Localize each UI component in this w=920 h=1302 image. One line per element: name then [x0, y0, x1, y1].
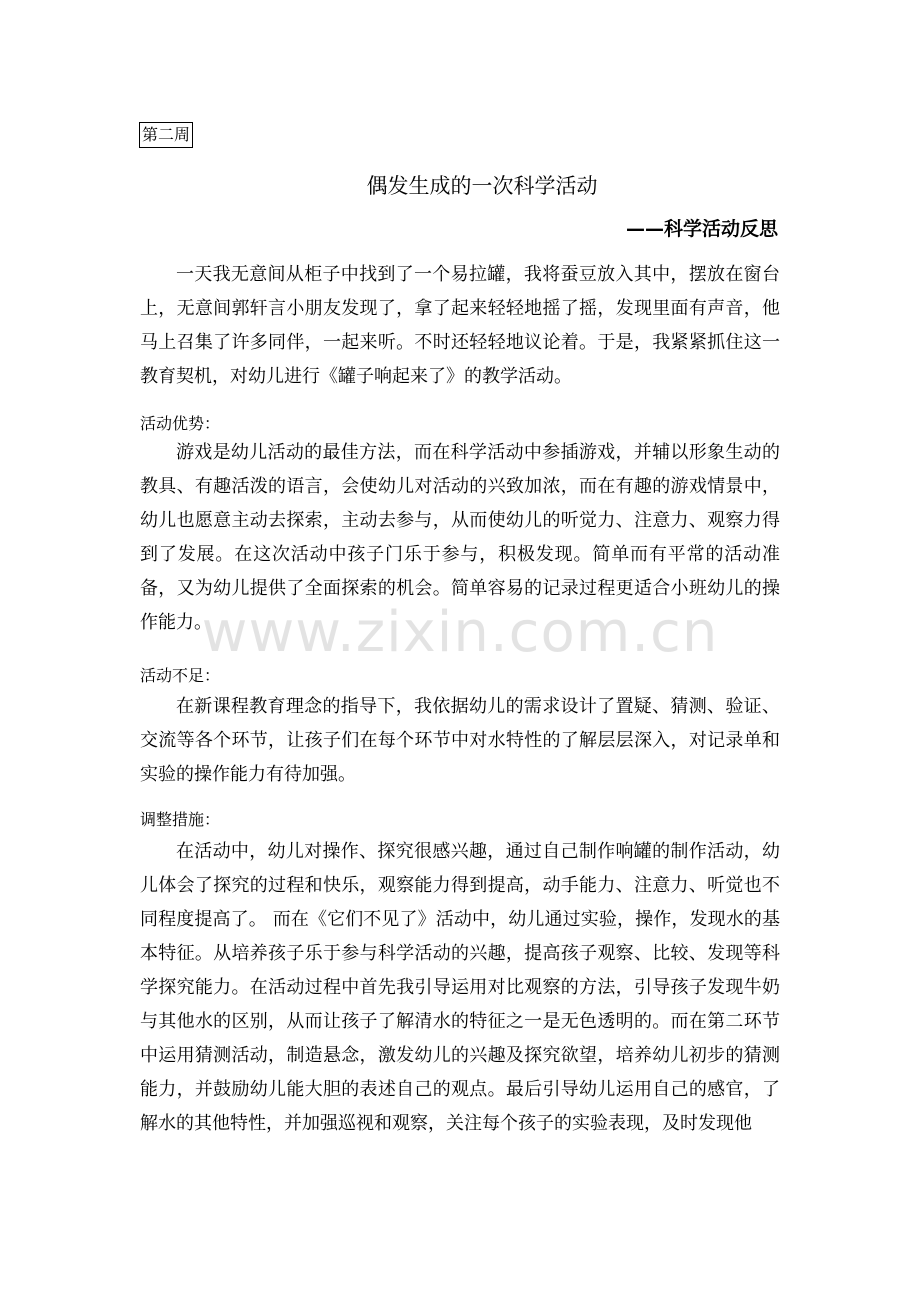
section-body-shortcomings: 在新课程教育理念的指导下，我依据幼儿的需求设计了置疑、猜测、验证、交流等各个环节，让孩子们在每个环节中对水特性的了解层层深入，对记录单和实验的操作能力有待加强。: [140, 696, 780, 785]
section-heading-adjustments: 调整措施：: [140, 810, 221, 829]
document-title: 偶发生成的一次科学活动: [366, 174, 598, 198]
watermark: www.zixin.com.cn: [201, 600, 719, 665]
section-heading-shortcomings: 活动不足：: [140, 666, 221, 685]
section-body-advantages: 游戏是幼儿活动的最佳方法，而在科学活动中参插游戏，并辅以形象生动的教具、有趣活泼的语言，会使幼儿对活动的兴致加浓，而在有趣的游戏情景中，幼儿也愿意主动去探索，主动去参与，从而使幼儿的听觉力、注意力、观察力得到了发展。在这次活动中孩子门乐于参与，积极发现。简单而有平常的活动准备，又为幼儿提供了全面探索的机会。简单容易的记录过程更适合小班幼儿的操作能力。: [140, 442, 780, 633]
intro-paragraph: 一天我无意间从柜子中找到了一个易拉罐，我将蚕豆放入其中，摆放在窗台上，无意间郭轩言小朋友发现了，拿了起来轻轻地摇了摇，发现里面有声音，他马上召集了许多同伴，一起来听。不时还轻轻地议论着。于是，我紧紧抓住这一教育契机，对幼儿进行《罐子响起来了》的教学活动。: [140, 264, 780, 387]
section-heading-advantages: 活动优势：: [140, 414, 221, 433]
section-body-adjustments: 在活动中，幼儿对操作、探究很感兴趣，通过自己制作响罐的制作活动，幼儿体会了探究的过程和快乐，观察能力得到提高，动手能力、注意力、听觉也不同程度提高了。 而在《它们不见了》活动中，幼儿通过实验，操作，发现水的基本特征。从培养孩子乐于参与科学活动的兴趣，提高孩子观察、比较、发现等科学探究能力。在活动过程中首先我引导运用对比观察的方法，引导孩子发现牛奶与其他水的区别，从而让孩子了解清水的特征之一是无色透明的。而在第二环节中运用猜测活动，制造悬念，激发幼儿的兴趣及探究欲望，培养幼儿初步的猜测能力，并鼓励幼儿能大胆的表述自己的观点。最后引导幼儿运用自己的感官，了解水的其他特性，并加强巡视和观察，关注每个孩子的实验表现，及时发现他: [140, 841, 780, 1134]
document-subtitle: ——科学活动反思: [625, 218, 778, 240]
week-label: 第二周: [139, 122, 193, 148]
